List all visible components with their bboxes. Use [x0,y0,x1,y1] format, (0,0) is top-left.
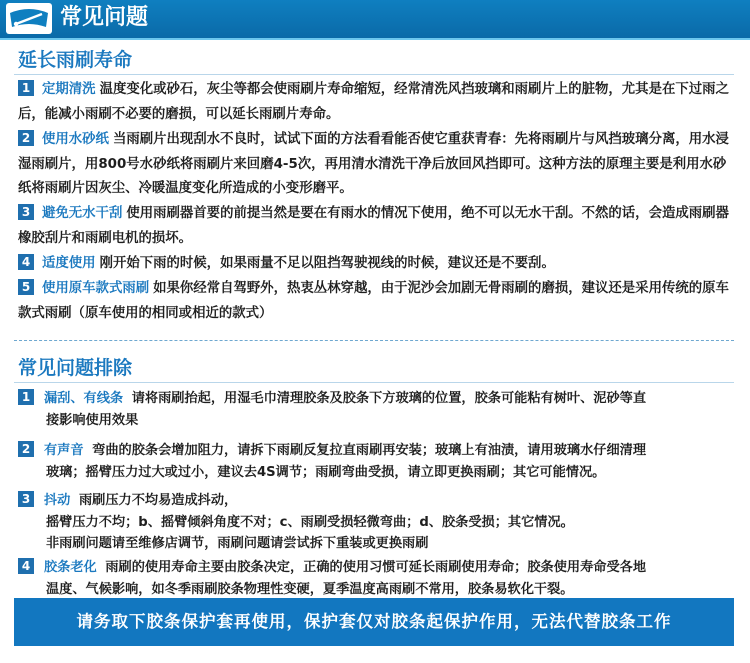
item-number: 3 [18,204,34,220]
item-number: 5 [18,279,34,295]
item-number: 1 [18,389,34,405]
item-text: 非雨刷问题请至维修店调节，雨刷问题请尝试拆下重装或更换雨刷 [46,536,429,551]
item-text: 当雨刷片出现刮水不良时，试试下面的方法看看能否使它重获青春：先将雨刷片与风挡玻璃分离，用水浸湿雨刷片，用800号水砂纸将雨刷片来回磨4-5次，再用清水清洗干净后放回风挡即可。这种方法的原理主要是利用水砂纸将雨刷片因灰尘、冷暖温度变化所造成的小变形磨平。 [18,132,729,196]
item-number: 4 [18,558,34,574]
list-item [18,252,734,277]
item-key: 避免无水干刮 [42,206,123,221]
list-item [18,490,734,555]
item-key: 定期清洗 [42,82,96,97]
item-number: 1 [18,80,34,96]
item-key: 适度使用 [42,256,96,271]
list-item [18,128,734,202]
item-number: 3 [18,491,34,507]
list-item [18,202,734,251]
item-key: 抖动 [44,493,71,508]
item-text: 温度变化或砂石，灰尘等都会使雨刷片寿命缩短，经常清洗风挡玻璃和雨刷片上的脏物，尤其是在下过雨之后，能减小雨刷不必要的磨损，可以延长雨刷片寿命。 [18,82,729,122]
section-rule [14,382,734,383]
list-item [18,388,734,431]
item-number: 2 [18,130,34,146]
item-text: 摇臂压力不均；b、摇臂倾斜角度不对；c、雨刷受损轻微弯曲；d、胶条受损；其它情况。 [46,514,574,530]
section-title-extend-life: 延长雨刷寿命 [18,49,133,71]
item-text: 雨刷的使用寿命主要由胶条决定，正确的使用习惯可延长雨刷使用寿命；胶条使用寿命受各地 [105,560,647,575]
item-key: 使用原车款式雨刷 [42,281,150,296]
item-text: 如果你经常自驾野外，热衷丛林穿越，由于泥沙会加剧无骨雨刷的磨损，建议还是采用传统的原车款式雨刷（原车使用的相同或相近的款式） [18,281,729,321]
item-text: 弯曲的胶条会增加阻力，请拆下雨刷反复拉直雨刷再安装；玻璃上有油渍，请用玻璃水仔细清理 [92,443,647,458]
item-key: 胶条老化 [44,560,97,575]
list-item [18,277,734,326]
list-item [18,440,734,483]
item-text: 雨刷压力不均易造成抖动， [78,493,238,508]
item-text: 接影响使用效果 [46,412,139,428]
item-text: 温度、气候影响，如冬季雨刷胶条物理性变硬，夏季温度高雨刷不常用，胶条易软化干裂。 [46,581,574,597]
section-divider [14,340,734,341]
item-key: 漏刮、有线条 [44,391,124,406]
item-number: 4 [18,254,34,270]
page-title: 常见问题 [60,5,149,30]
item-text: 玻璃；摇臂压力过大或过小，建议去4S调节；雨刷弯曲受损，请立即更换雨刷；其它可能情况。 [46,464,606,480]
notice-banner: 请务取下胶条保护套再使用，保护套仅对胶条起保护作用，无法代替胶条工作 [14,598,734,646]
section-rule [14,74,734,75]
list-item [18,78,734,127]
header-bar [0,0,750,38]
header-divider [0,38,750,40]
item-key: 有声音 [44,443,84,458]
item-number: 2 [18,441,34,457]
section-title-troubleshooting: 常见问题排除 [18,357,133,379]
list-item [18,557,734,600]
item-text: 刚开始下雨的时候，如果雨量不足以阻挡驾驶视线的时候，建议还是不要刮。 [99,256,555,271]
item-text: 使用雨刷器首要的前提当然是要在有雨水的情况下使用，绝不可以无水干刮。不然的话，会造成雨刷器橡胶刮片和雨刷电机的损坏。 [18,206,729,246]
item-key: 使用水砂纸 [42,132,109,147]
item-text: 请将雨刷抬起，用湿毛巾清理胶条及胶条下方玻璃的位置，胶条可能粘有树叶、泥砂等直 [131,391,647,406]
wiper-logo-icon [6,3,52,34]
